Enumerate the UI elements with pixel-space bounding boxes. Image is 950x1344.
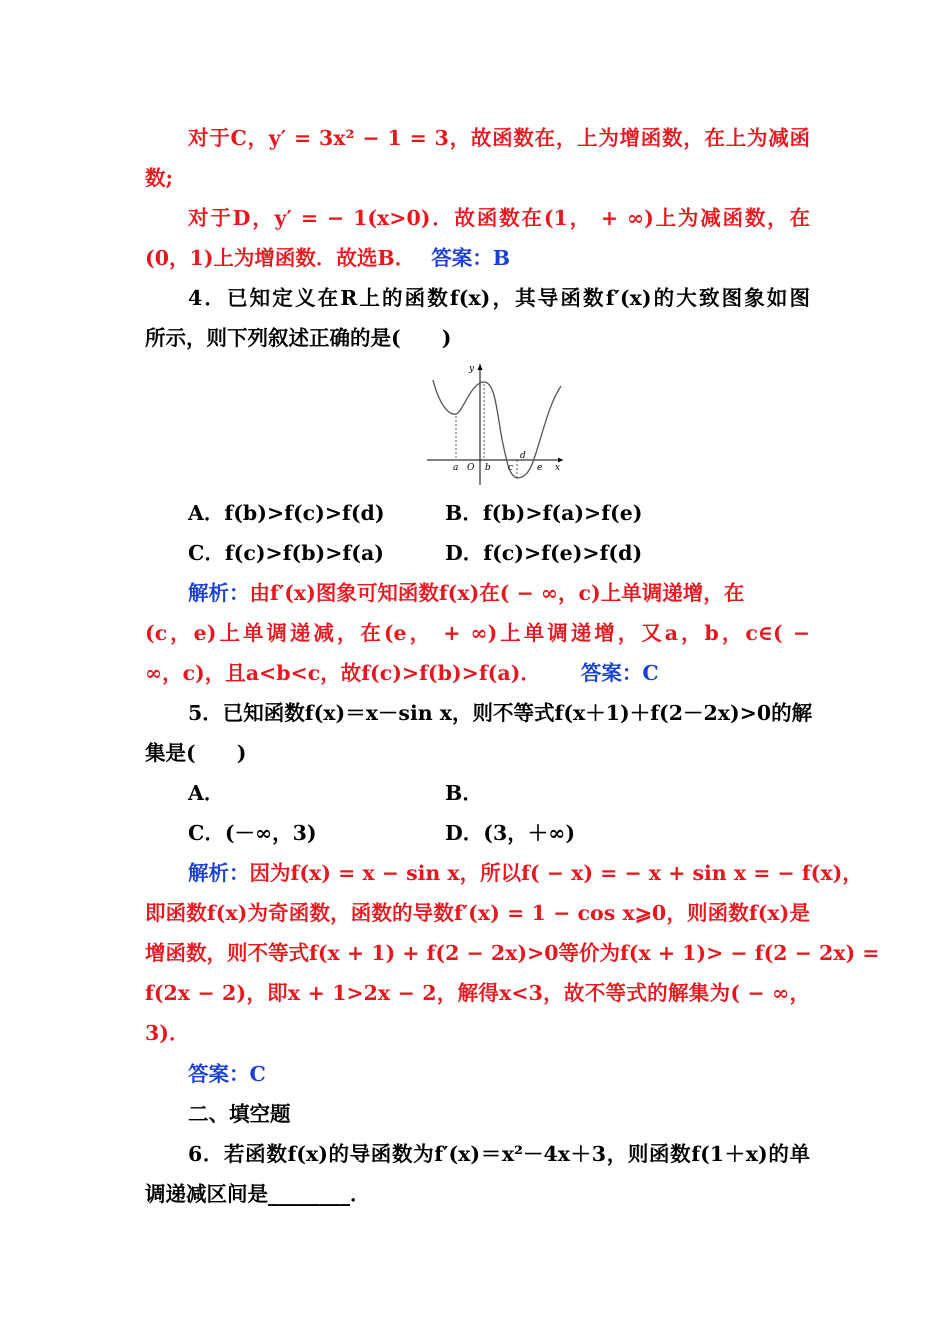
q3-line-3: 对于D，y′ = − 1(x>0)．故函数在(1， + ∞)上为减函数，在	[188, 206, 810, 230]
q5-option-a: A．	[188, 781, 225, 805]
q5-answer: 答案：C	[188, 1062, 266, 1086]
label-y: y	[469, 364, 475, 374]
q5-analysis-1-text: 因为f(x) = x − sin x，所以f( − x) = − x + sin x = − f(x)，	[249, 861, 863, 885]
q4-analysis-label: 解析：	[188, 581, 250, 605]
q6-stem-2: 调递减区间是________．	[145, 1182, 371, 1206]
label-e: e	[537, 463, 543, 473]
q4-option-c: C．f(c)>f(b)>f(a)	[188, 541, 384, 565]
q5-option-b: B．	[445, 781, 483, 805]
q4-stem-2: 所示，则下列叙述正确的是( )	[145, 326, 452, 350]
q3-answer: 答案：B	[431, 246, 511, 270]
label-b: b	[485, 463, 491, 473]
q5-option-c: C．(－∞，3)	[188, 821, 317, 845]
q5-analysis-3: 增函数，则不等式f(x + 1) + f(2 − 2x)>0等价为f(x + 1)> − f(2 − 2x) =	[145, 941, 880, 965]
q3-line-4: (0，1)上为增函数．故选B．	[145, 246, 416, 270]
q4-option-d: D．f(c)>f(e)>f(d)	[445, 541, 643, 565]
section-heading: 二、填空题	[188, 1102, 291, 1126]
label-x: x	[555, 463, 561, 473]
label-a: a	[453, 463, 459, 473]
q4-analysis-1-text: 由f′(x)图象可知函数f(x)在( − ∞，c)上单调递增，在	[249, 581, 745, 605]
q5-analysis-5: 3)．	[145, 1021, 190, 1045]
q4-analysis-3: ∞，c)，且a<b<c，故f(c)>f(b)>f(a)．	[145, 661, 541, 685]
q3-line-1: 对于C，y′ = 3x² − 1 = 3，故函数在，上为增函数，在上为减函	[188, 126, 810, 150]
q5-stem-1: 5．已知函数f(x)＝x－sin x，则不等式f(x＋1)＋f(2－2x)>0的解	[188, 701, 813, 725]
q3-line-2: 数;	[145, 166, 174, 190]
q4-analysis-3-wrap	[145, 658, 810, 688]
q6-stem-1: 6．若函数f(x)的导函数为f′(x)＝x²－4x＋3，则函数f(1＋x)的单	[188, 1142, 810, 1166]
q5-analysis-4: f(2x − 2)，即x + 1>2x − 2，解得x<3，故不等式的解集为( − ∞，	[145, 981, 810, 1005]
derivative-graph-figure	[425, 360, 565, 490]
y-axis-arrow	[478, 364, 483, 370]
q5-option-d: D．(3，＋∞)	[445, 821, 576, 845]
q3-line-4-wrap	[145, 243, 810, 273]
label-o: O	[467, 463, 475, 473]
q4-answer: 答案：C	[580, 661, 659, 685]
label-d: d	[520, 451, 526, 461]
x-axis-arrow	[558, 458, 563, 463]
q4-option-a: A．f(b)>f(c)>f(d)	[188, 501, 385, 525]
q5-stem-2: 集是( )	[145, 741, 247, 765]
q5-analysis-2: 即函数f(x)为奇函数，函数的导数f′(x) = 1 − cos x⩾0，则函数f(x)是	[145, 901, 810, 925]
q5-analysis-label: 解析：	[188, 861, 250, 885]
q5-analysis-1	[188, 858, 863, 888]
label-c: c	[508, 463, 514, 473]
q4-stem-1: 4．已知定义在R上的函数f(x)，其导函数f′(x)的大致图象如图	[188, 286, 810, 310]
q4-option-b: B．f(b)>f(a)>f(e)	[445, 501, 643, 525]
q4-analysis-2: (c，e)上单调递减，在(e， + ∞)上单调递增，又a，b，c∈( −	[145, 621, 810, 645]
q4-analysis-1	[188, 578, 810, 608]
